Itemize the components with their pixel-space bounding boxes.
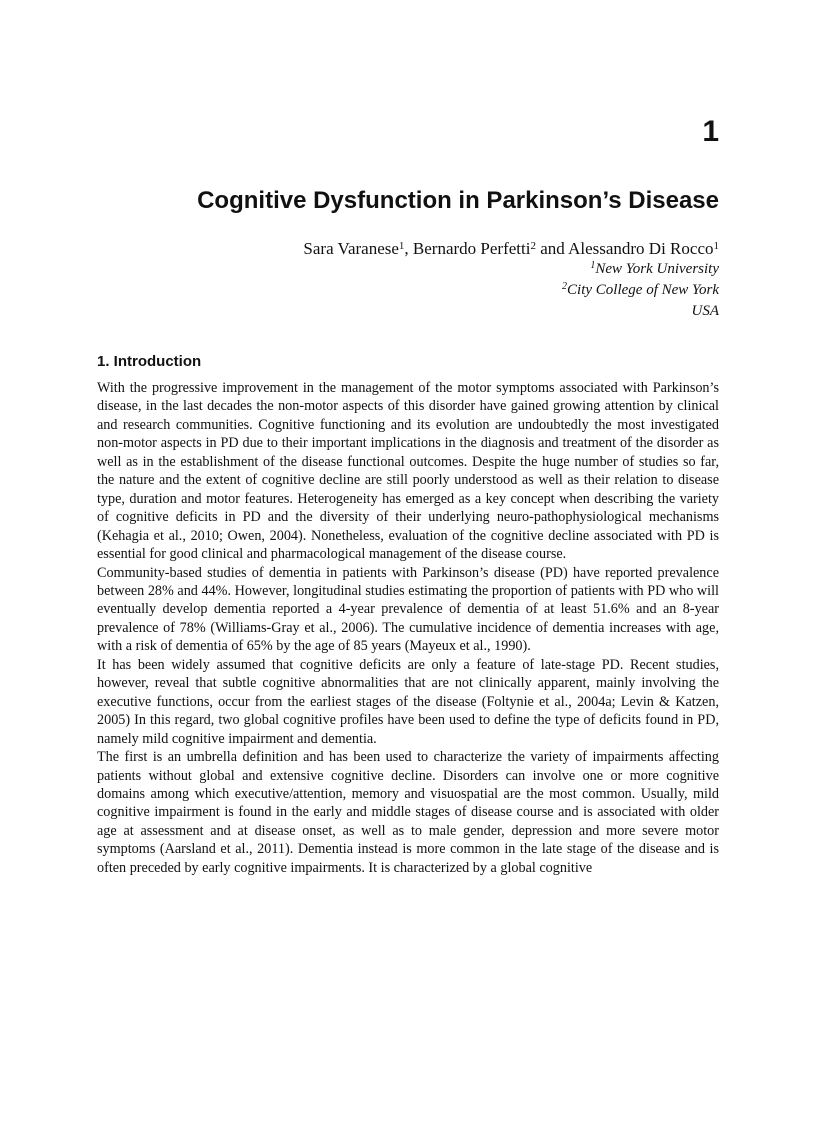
affiliation-name: New York University	[595, 261, 719, 277]
section-body	[97, 379, 719, 877]
author-affiliation-marker: 1	[398, 240, 405, 252]
affiliation-line	[562, 280, 719, 301]
author-list	[303, 238, 719, 260]
body-paragraph: It has been widely assumed that cognitive deficits are only a feature of late-stage PD. Recent studies, however, reveal that subtle cognitive abnormalities that are not clinically apparent, mainly involving the executive functions, occur from the earliest stages of the disease (Foltynie et al., 2004a; Levin & Katzen, 2005) In this regard, two global cognitive profiles have been used to define the type of deficits found in PD, namely mild cognitive impairment and dementia.	[97, 656, 719, 747]
chapter-number: 1	[702, 115, 719, 148]
author-affiliation-marker: 2	[530, 240, 536, 252]
author-separator: and	[535, 239, 569, 258]
author-separator: ,	[404, 239, 413, 258]
section-heading: 1. Introduction	[97, 353, 202, 370]
affiliation-line	[562, 301, 719, 322]
affiliation-name: USA	[691, 303, 719, 319]
author-name: Sara Varanese	[303, 239, 399, 258]
chapter-title: Cognitive Dysfunction in Parkinson’s Disease	[197, 187, 719, 214]
author-name: Alessandro Di Rocco	[568, 239, 714, 258]
affiliation-marker: 1	[590, 260, 596, 271]
author-affiliation-marker: 1	[713, 240, 719, 252]
affiliation-line	[562, 259, 719, 280]
body-paragraph: Community-based studies of dementia in patients with Parkinson’s disease (PD) have reported prevalence between 28% and 44%. However, longitudinal studies estimating the proportion of patients with PD who will eventually develop dementia reported a 4-year prevalence of dementia of at least 51.6% and an 8-year prevalence of 78% (Williams-Gray et al., 2006). The cumulative incidence of dementia increases with age, with a risk of dementia of 65% by the age of 85 years (Mayeux et al., 1990).	[97, 564, 719, 655]
affiliation-name: City College of New York	[567, 282, 719, 298]
body-paragraph: The first is an umbrella definition and has been used to characterize the variety of impairments affecting patients without global and extensive cognitive decline. Disorders can involve one or more cognitive domains among which executive/attention, memory and visuospatial are the most common. Usually, mild cognitive impairment is found in the early and middle stages of disease course and is associated with older age at assessment and at disease onset, as well as to male gender, depression and more severe motor symptoms (Aarsland et al., 2011). Dementia instead is more common in the late stage of the disease and is often preceded by early cognitive impairments. It is characterized by a global cognitive	[97, 749, 719, 876]
body-paragraph: With the progressive improvement in the management of the motor symptoms associated with Parkinson’s disease, in the last decades the non-motor aspects of this disorder have gained growing attention by clinical and research communities. Cognitive functioning and its evolution are undoubtedly the most investigated non-motor aspects in PD due to their important implications in the diagnosis and treatment of the disorder as well as in the establishment of the disease functional outcomes. Despite the huge number of studies so far, the nature and the extent of cognitive decline are still poorly understood as well as their relation to disease type, duration and motor features. Heterogeneity has emerged as a key concept when describing the variety of cognitive deficits in PD and the diversity of their underlying neuro-pathophysiological mechanisms (Kehagia et al., 2010; Owen, 2004). Nonetheless, evaluation of the cognitive decline associated with PD is essential for good clinical and pharmacological management of the disease course.	[97, 380, 719, 563]
affiliation-marker: 2	[562, 281, 568, 292]
author-name: Bernardo Perfetti	[412, 239, 531, 258]
affiliation-list	[562, 259, 719, 322]
